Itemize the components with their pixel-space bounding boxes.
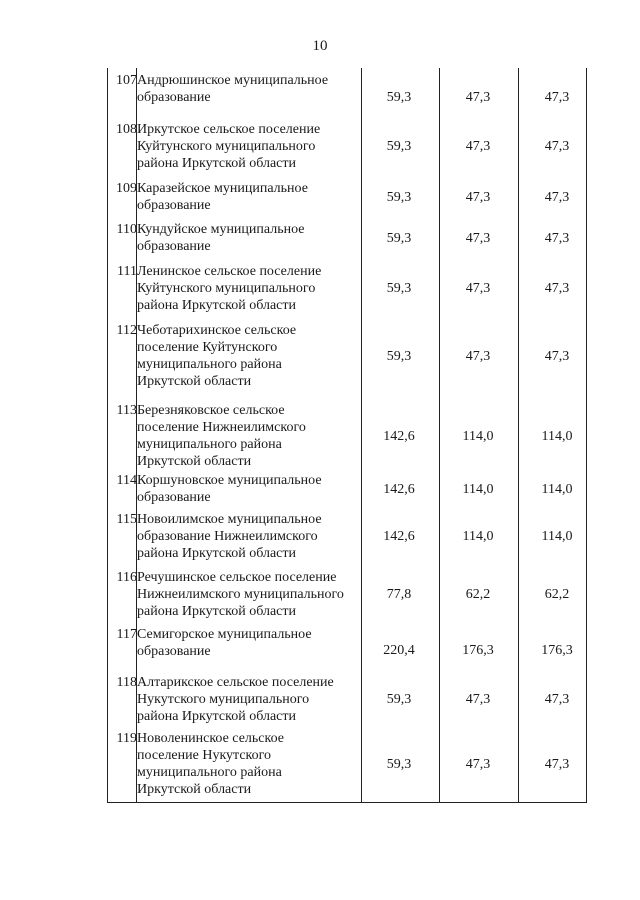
value-col-3: 47,3	[544, 190, 570, 205]
value-col-2: 114,0	[462, 429, 494, 444]
row-number: 112	[116, 323, 137, 338]
value-col-1: 59,3	[386, 139, 412, 154]
value-col-2: 62,2	[465, 587, 491, 602]
value-col-2: 176,3	[462, 643, 494, 658]
municipality-name: Ленинское сельское поселение Куйтунского муниципального района Иркутской области	[137, 264, 322, 313]
value-col-2: 47,3	[465, 231, 491, 246]
value-col-2: 47,3	[465, 757, 491, 772]
row-number: 113	[116, 403, 137, 418]
value-col-1: 59,3	[386, 757, 412, 772]
value-col-1: 59,3	[386, 190, 412, 205]
municipality-name: Березняковское сельское поселение Нижнеилимского муниципального района Иркутской области	[137, 403, 306, 469]
value-col-2: 47,3	[465, 139, 491, 154]
value-col-2: 47,3	[465, 692, 491, 707]
column-divider	[439, 68, 440, 802]
municipality-name: Речушинское сельское поселение Нижнеилимского муниципального района Иркутской области	[137, 570, 344, 619]
value-col-1: 59,3	[386, 281, 412, 296]
value-col-3: 114,0	[541, 429, 573, 444]
value-col-1: 59,3	[386, 349, 412, 364]
value-col-2: 47,3	[465, 349, 491, 364]
municipality-name: Коршуновское муниципальное образование	[137, 473, 322, 505]
value-col-3: 47,3	[544, 757, 570, 772]
row-number: 118	[116, 675, 137, 690]
value-col-3: 114,0	[541, 529, 573, 544]
row-number: 107	[116, 73, 137, 88]
value-col-3: 47,3	[544, 231, 570, 246]
page-number: 10	[312, 38, 328, 54]
row-number: 117	[116, 627, 137, 642]
municipality-name: Алтарикское сельское поселение Нукутского муниципального района Иркутской области	[137, 675, 334, 724]
allocation-table	[107, 68, 587, 803]
value-col-1: 59,3	[386, 231, 412, 246]
value-col-3: 47,3	[544, 90, 570, 105]
value-col-1: 142,6	[383, 429, 415, 444]
value-col-1: 77,8	[386, 587, 412, 602]
municipality-name: Семигорское муниципальное образование	[137, 627, 312, 659]
value-col-2: 114,0	[462, 482, 494, 497]
value-col-3: 47,3	[544, 692, 570, 707]
value-col-3: 47,3	[544, 139, 570, 154]
row-number: 114	[116, 473, 137, 488]
municipality-name: Кундуйское муниципальное образование	[137, 222, 305, 254]
value-col-2: 47,3	[465, 190, 491, 205]
value-col-1: 59,3	[386, 90, 412, 105]
value-col-2: 47,3	[465, 281, 491, 296]
row-number: 115	[116, 512, 137, 527]
value-col-3: 176,3	[541, 643, 573, 658]
municipality-name: Новоленинское сельское поселение Нукутского муниципального района Иркутской области	[137, 731, 284, 797]
municipality-name: Каразейское муниципальное образование	[137, 181, 308, 213]
row-number: 111	[117, 264, 137, 279]
value-col-1: 59,3	[386, 692, 412, 707]
municipality-name: Новоилимское муниципальное образование Нижнеилимского района Иркутской области	[137, 512, 322, 561]
value-col-3: 47,3	[544, 349, 570, 364]
value-col-1: 142,6	[383, 482, 415, 497]
value-col-2: 47,3	[465, 90, 491, 105]
municipality-name: Андрюшинское муниципальное образование	[137, 73, 329, 105]
value-col-2: 114,0	[462, 529, 494, 544]
column-divider	[518, 68, 519, 802]
value-col-1: 142,6	[383, 529, 415, 544]
value-col-3: 62,2	[544, 587, 570, 602]
value-col-3: 114,0	[541, 482, 573, 497]
row-number: 109	[116, 181, 137, 196]
row-number: 119	[116, 731, 137, 746]
value-col-1: 220,4	[383, 643, 415, 658]
municipality-name: Иркутское сельское поселение Куйтунского муниципального района Иркутской области	[137, 122, 321, 171]
value-col-3: 47,3	[544, 281, 570, 296]
row-number: 110	[116, 222, 137, 237]
municipality-name: Чеботарихинское сельское поселение Куйтунского муниципального района Иркутской области	[137, 323, 297, 389]
row-number: 116	[116, 570, 137, 585]
row-number: 108	[116, 122, 137, 137]
